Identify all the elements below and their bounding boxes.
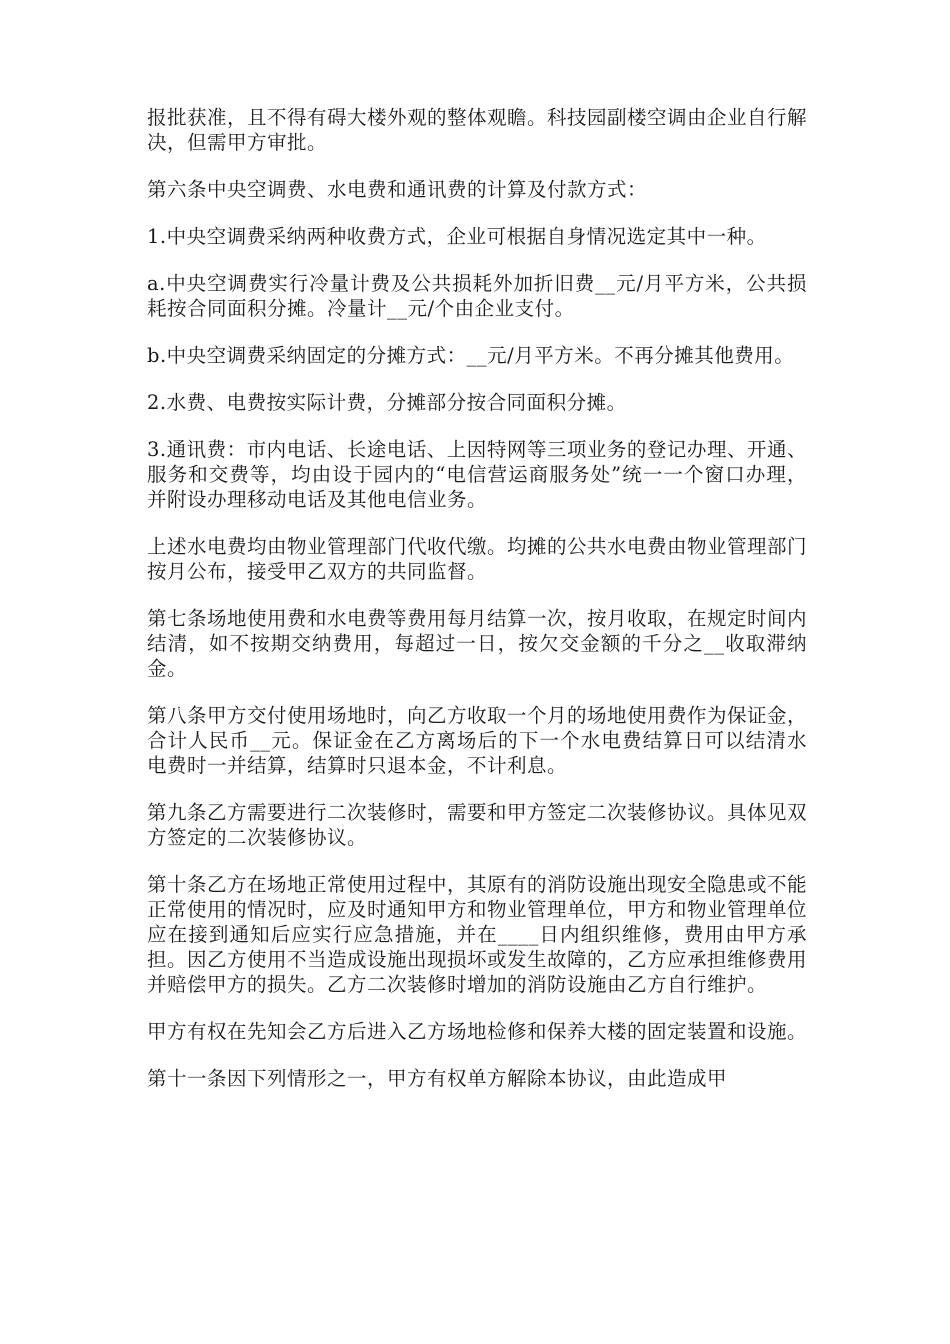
paragraph-ac-fee-option-b: b.中央空调费采纳固定的分摊方式：__元/月平方米。不再分摊其他费用。 (147, 344, 795, 367)
paragraph-inspection-right: 甲方有权在先知会乙方后进入乙方场地检修和保养大楼的固定装置和设施。 (147, 1020, 808, 1043)
paragraph-article-7: 第七条场地使用费和水电费等费用每月结算一次，按月收取，在规定时间内结清，如不按期交纳费用，每超过一日，按欠交金额的千分之__收取滞纳金。 (147, 607, 808, 680)
paragraph-utility-collection: 上述水电费均由物业管理部门代收代缴。均摊的公共水电费由物业管理部门按月公布，接受甲乙双方的共同监督。 (147, 535, 808, 583)
paragraph-article-10: 第十条乙方在场地正常使用过程中，其原有的消防设施出现安全隐患或不能正常使用的情况时，应及时通知甲方和物业管理单位，甲方和物业管理单位应在接到通知后应实行应急措施，并在____日内组织维修，费用由甲方承担。因乙方使用不当造成设施出现损坏或发生故障的，乙方应承担维修费用并赔偿甲方的损失。乙方二次装修时增加的消防设施由乙方自行维护。 (147, 873, 808, 996)
document-body (147, 105, 807, 1113)
paragraph-article-11: 第十一条因下列情形之一，甲方有权单方解除本协议，由此造成甲 (147, 1067, 728, 1090)
paragraph-article-8: 第八条甲方交付使用场地时，向乙方收取一个月的场地使用费作为保证金，合计人民币__元。保证金在乙方离场后的下一个水电费结算日可以结清水电费时一并结算，结算时只退本金，不计利息。 (147, 704, 808, 777)
paragraph-telecom-fee: 3.通讯费：市内电话、长途电话、上因特网等三项业务的登记办理、开通、服务和交费等，均由设于园内的“电信营运商服务处”统一一个窗口办理，并附设办理移动电话及其他电信业务。 (147, 438, 807, 511)
paragraph-ac-fee-option-a: a.中央空调费实行冷量计费及公共损耗外加折旧费__元/月平方米，公共损耗按合同面积分摊。冷量计__元/个由企业支付。 (147, 272, 807, 320)
paragraph-article-6-heading: 第六条中央空调费、水电费和通讯费的计算及付款方式： (147, 178, 648, 201)
paragraph-article-9: 第九条乙方需要进行二次装修时，需要和甲方签定二次装修协议。具体见双方签定的二次装修协议。 (147, 801, 808, 849)
paragraph-approval: 报批获准，且不得有碍大楼外观的整体观瞻。科技园副楼空调由企业自行解决，但需甲方审批。 (147, 106, 808, 154)
paragraph-water-electricity: 2.水费、电费按实际计费，分摊部分按合同面积分摊。 (147, 391, 627, 414)
paragraph-ac-fee-methods: 1.中央空调费采纳两种收费方式，企业可根据自身情况选定其中一种。 (147, 225, 767, 248)
